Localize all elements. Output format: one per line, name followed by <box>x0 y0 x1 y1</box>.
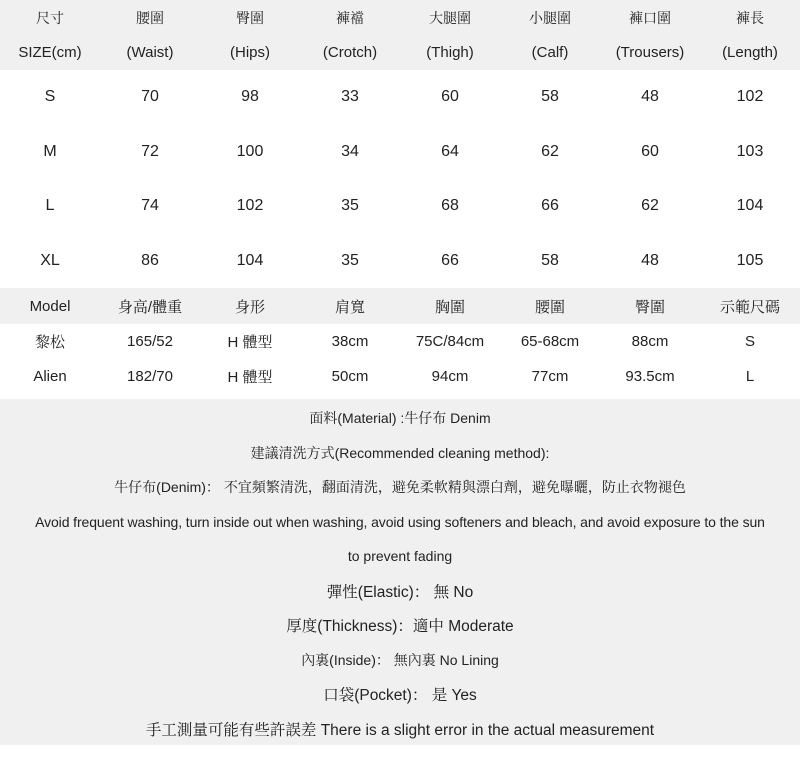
table-cell: Alien <box>33 368 67 385</box>
size-header-zh <box>0 0 800 35</box>
table-cell: 48 <box>641 88 659 106</box>
table-cell: 70 <box>141 88 159 106</box>
table-cell: 50cm <box>331 368 369 385</box>
table-cell: L <box>45 197 55 215</box>
model-header-cell: 肩寬 <box>334 298 365 316</box>
table-cell: 38cm <box>331 333 369 350</box>
size-header-cell: (Trousers) <box>615 44 685 61</box>
error-note: 手工測量可能有些許誤差 There is a slight error in the actual measurement <box>145 721 655 739</box>
table-cell: 74 <box>141 197 159 215</box>
table-cell: 64 <box>441 142 459 160</box>
table-row <box>0 359 800 394</box>
table-cell: 65-68cm <box>520 333 580 350</box>
product-info <box>0 399 800 745</box>
table-cell: 104 <box>236 251 264 269</box>
table-cell: 182/70 <box>127 368 173 385</box>
elastic-line: 彈性(Elastic)： 無 No <box>326 583 474 601</box>
cleaning-en-1: Avoid frequent washing, turn inside out when washing, avoid using softeners and bleach, and avoid exposure to the sun <box>35 513 765 530</box>
table-cell: 62 <box>541 142 559 160</box>
model-header-cell: 示範尺碼 <box>719 298 780 316</box>
table-cell: 35 <box>341 251 359 269</box>
table-row <box>0 70 800 125</box>
size-header-cell: 褲襠 <box>336 9 364 26</box>
table-cell: 75C/84cm <box>415 333 485 350</box>
table-cell: 93.5cm <box>625 368 675 385</box>
model-header <box>0 288 800 324</box>
size-header-cell: (Thigh) <box>426 44 474 61</box>
size-chart <box>0 0 800 288</box>
table-cell: 94cm <box>431 368 469 385</box>
size-header-cell: 腰圍 <box>136 9 164 26</box>
material-line: 面料(Material) :牛仔布 Denim <box>309 410 491 427</box>
thickness-line: 厚度(Thickness)：適中 Moderate <box>286 618 514 636</box>
model-header-cell: 身形 <box>234 298 265 316</box>
model-header-cell: 胸圍 <box>434 298 465 316</box>
table-cell: 103 <box>736 142 764 160</box>
model-rows <box>0 324 800 394</box>
table-cell: 黎松 <box>34 334 65 351</box>
table-cell: 102 <box>236 197 264 215</box>
model-header-cell: Model <box>29 297 71 315</box>
table-cell: 105 <box>736 251 764 269</box>
size-header-cell: (Length) <box>722 44 778 61</box>
table-cell: 88cm <box>631 333 669 350</box>
table-cell: 68 <box>441 197 459 215</box>
size-header-en <box>0 35 800 70</box>
table-cell: 62 <box>641 197 659 215</box>
table-cell: 34 <box>341 142 359 160</box>
table-cell: 98 <box>241 88 259 106</box>
table-cell: S <box>44 88 56 106</box>
table-cell: XL <box>40 251 60 269</box>
model-header-cell: 臀圍 <box>634 298 665 316</box>
table-row <box>0 179 800 234</box>
size-header-cell: SIZE(cm) <box>18 44 82 61</box>
cleaning-en-2: to prevent fading <box>347 548 453 565</box>
table-row <box>0 125 800 180</box>
table-cell: 77cm <box>531 368 569 385</box>
cleaning-title: 建議清洗方式(Recommended cleaning method): <box>250 444 550 461</box>
size-rows <box>0 70 800 288</box>
size-header-cell: (Calf) <box>531 44 569 61</box>
model-header-cell: 身高/體重 <box>117 298 183 316</box>
table-row <box>0 324 800 359</box>
table-cell: 48 <box>641 251 659 269</box>
table-cell: S <box>744 333 755 350</box>
table-cell: H 體型 <box>227 369 273 386</box>
table-cell: 104 <box>736 197 764 215</box>
size-header-cell: (Hips) <box>230 44 270 61</box>
table-cell: 86 <box>141 251 159 269</box>
table-cell: 100 <box>236 142 264 160</box>
table-cell: 66 <box>441 251 459 269</box>
table-cell: 72 <box>141 142 159 160</box>
table-cell: 66 <box>541 197 559 215</box>
model-header-cell: 腰圍 <box>534 298 565 316</box>
table-cell: M <box>43 142 57 160</box>
size-header-cell: 小腿圍 <box>529 9 571 26</box>
size-header-cell: (Waist) <box>126 44 174 61</box>
size-header-cell: (Crotch) <box>322 44 378 61</box>
table-cell: 60 <box>441 88 459 106</box>
size-header-cell: 褲口圍 <box>629 9 671 26</box>
model-chart <box>0 288 800 394</box>
size-header-cell: 臀圍 <box>236 9 264 26</box>
table-cell: 102 <box>736 88 764 106</box>
table-cell: 58 <box>541 251 559 269</box>
table-cell: 58 <box>541 88 559 106</box>
table-cell: L <box>745 368 755 385</box>
table-cell: 165/52 <box>127 333 173 350</box>
size-header-cell: 褲長 <box>736 9 764 26</box>
pocket-line: 口袋(Pocket)： 是 Yes <box>323 687 477 705</box>
cleaning-zh: 牛仔布(Denim)： 不宜頻繁清洗，翻面清洗，避免柔軟精與漂白劑，避免曝曬，防止衣物褪色 <box>114 479 686 496</box>
table-cell: 35 <box>341 197 359 215</box>
table-row <box>0 234 800 289</box>
table-cell: H 體型 <box>227 334 273 351</box>
size-header-cell: 尺寸 <box>36 9 64 26</box>
table-cell: 33 <box>341 88 359 106</box>
size-header-cell: 大腿圍 <box>429 9 471 26</box>
table-cell: 60 <box>641 142 659 160</box>
inside-line: 內裏(Inside)： 無內裏 No Lining <box>301 651 499 668</box>
